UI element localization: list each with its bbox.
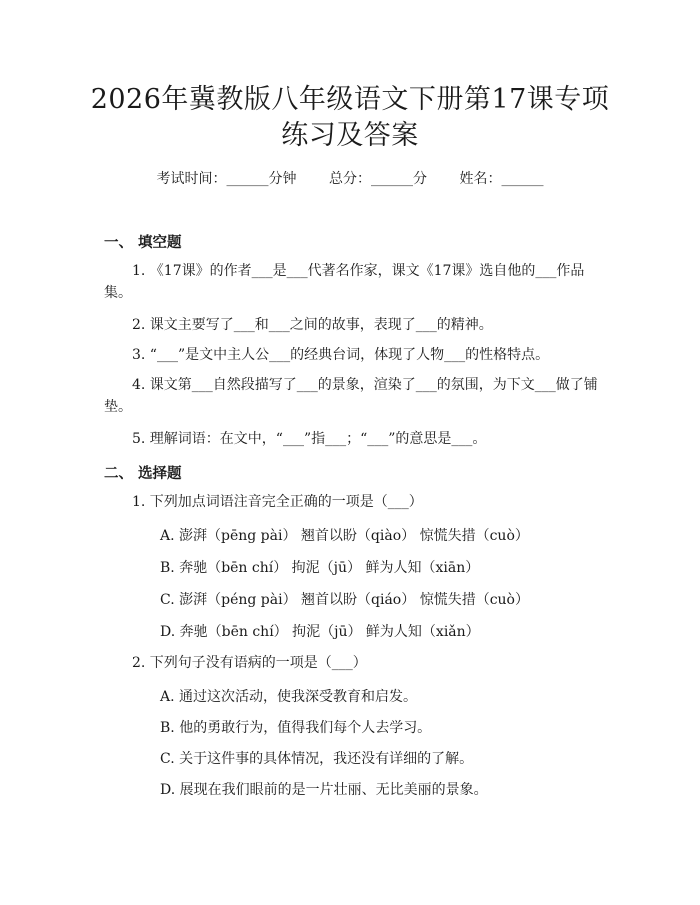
- choice-question-2-option-b: B. 他的勇敢行为，值得我们每个人去学习。: [160, 720, 432, 736]
- exam-time-field: 考试时间：______分钟: [156, 171, 297, 187]
- fill-question-5: 5. 理解词语：在文中，“___”指___；“___”的意思是___。: [132, 431, 487, 447]
- choice-question-2-option-c: C. 关于这件事的具体情况，我还没有详细的了解。: [160, 751, 474, 767]
- choice-question-1-option-c: C. 澎湃（péng pài） 翘首以盼（qiáo） 惊慌失措（cuò）: [160, 592, 529, 608]
- choice-question-1-option-b: B. 奔驰（bēn chí） 拘泥（jū） 鲜为人知（xiān）: [160, 560, 480, 576]
- total-score-field: 总分：______分: [329, 171, 427, 187]
- fill-question-3: 3. “___”是文中主人公___的经典台词，体现了人物___的性格特点。: [132, 347, 550, 363]
- choice-question-1-stem: 1. 下列加点词语注音完全正确的一项是（___）: [132, 494, 423, 510]
- choice-question-1-option-a: A. 澎湃（pēng pài） 翘首以盼（qiào） 惊慌失措（cuò）: [160, 528, 529, 544]
- choice-question-2-option-a: A. 通过这次活动，使我深受教育和启发。: [160, 689, 418, 705]
- document-title-line-1: 2026年冀教版八年级语文下册第17课专项: [90, 84, 610, 115]
- section-heading-multiple-choice: 二、 选择题: [104, 465, 182, 482]
- document-title-line-2: 练习及答案: [281, 120, 419, 151]
- fill-question-2: 2. 课文主要写了___和___之间的故事，表现了___的精神。: [132, 317, 493, 333]
- choice-question-1-option-d: D. 奔驰（bēn chí） 拘泥（jū） 鲜为人知（xiǎn）: [160, 624, 480, 640]
- fill-question-4: 4. 课文第___自然段描写了___的景象，渲染了___的氛围，为下文___做了铺垫。: [104, 377, 598, 415]
- exam-info-line: [0, 168, 700, 188]
- section-heading-fill-in: 一、 填空题: [104, 234, 182, 251]
- choice-question-2-stem: 2. 下列句子没有语病的一项是（___）: [132, 655, 367, 671]
- fill-question-1: 1. 《17课》的作者___是___代著名作家，课文《17课》选自他的___作品集。: [104, 263, 585, 301]
- choice-question-2-option-d: D. 展现在我们眼前的是一片壮丽、无比美丽的景象。: [160, 782, 488, 798]
- name-field: 姓名：______: [459, 171, 544, 187]
